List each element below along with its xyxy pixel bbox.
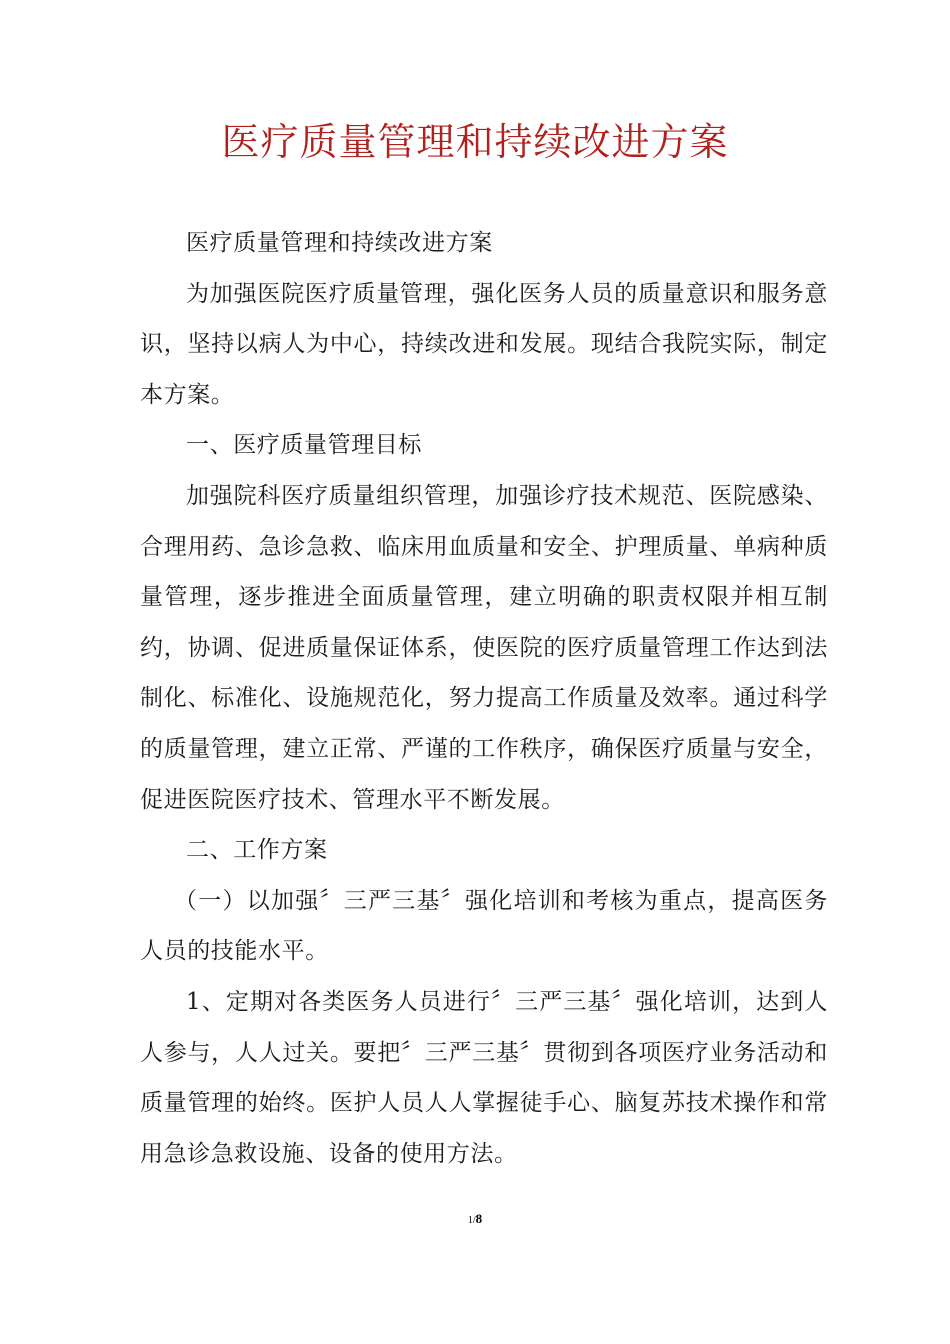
document-title: 医疗质量管理和持续改进方案 bbox=[221, 120, 729, 164]
page-current: 1/ bbox=[467, 1215, 476, 1226]
page-number bbox=[0, 1211, 950, 1229]
paragraph-heading-repeat: 医疗质量管理和持续改进方案 bbox=[186, 230, 493, 256]
section-heading-goals: 一、医疗质量管理目标 bbox=[186, 432, 422, 459]
section-heading-plan: 二、工作方案 bbox=[186, 837, 328, 864]
page-total: 8 bbox=[475, 1211, 483, 1226]
paragraph-intro: 为加强医院医疗质量管理，强化医务人员的质量意识和服务意识，坚持以病人为中心，持续改进和发展。现结合我院实际，制定本方案。 bbox=[140, 280, 828, 408]
subsection-heading-training: （一）以加强〞三严三基〞强化培训和考核为重点，提高医务人员的技能水平。 bbox=[140, 887, 828, 965]
paragraph-training-item-1: 1、定期对各类医务人员进行〞三严三基〞强化培训，达到人人参与，人人过关。要把〞三严三基〞贯彻到各项医疗业务活动和质量管理的始终。医护人员人人掌握徒手心、脑复苏技术操作和常用急诊急救设施、设备的使用方法。 bbox=[140, 988, 828, 1167]
document-body bbox=[140, 218, 828, 1179]
paragraph-goals: 加强院科医疗质量组织管理，加强诊疗技术规范、医院感染、合理用药、急诊急救、临床用血质量和安全、护理质量、单病种质量管理，逐步推进全面质量管理，建立明确的职责权限并相互制约，协调、促进质量保证体系，使医院的医疗质量管理工作达到法制化、标准化、设施规范化，努力提高工作质量及效率。通过科学的质量管理，建立正常、严谨的工作秩序，确保医疗质量与安全，促进医院医疗技术、管理水平不断发展。 bbox=[140, 482, 828, 813]
